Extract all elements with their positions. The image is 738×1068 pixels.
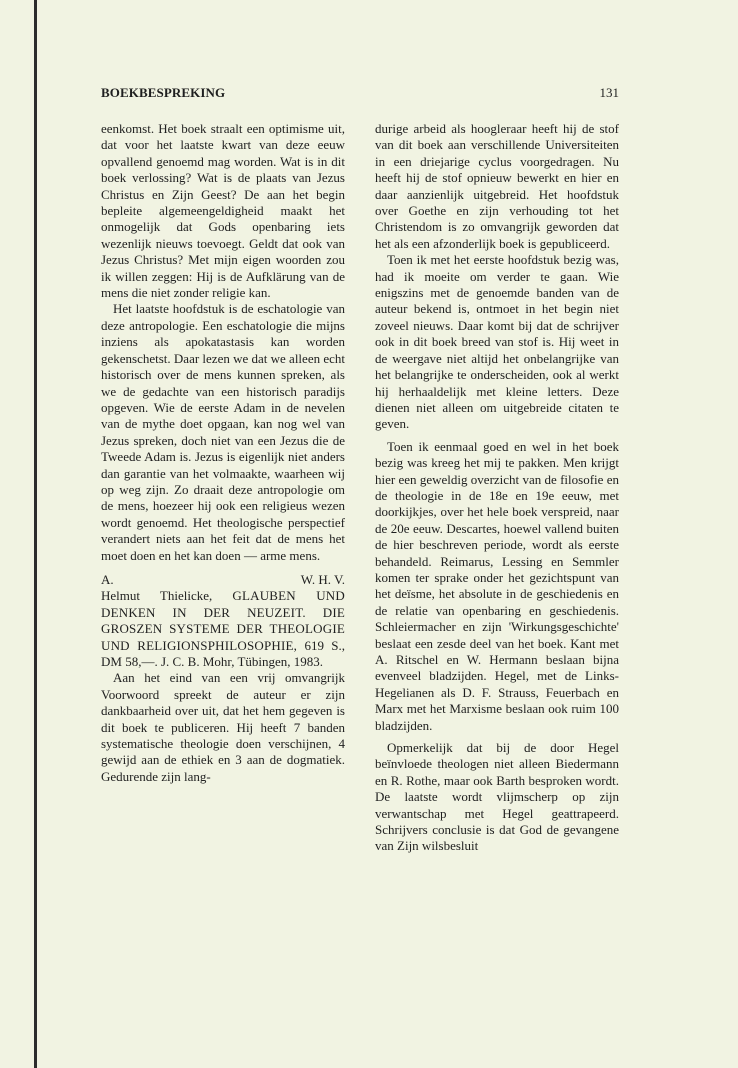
review-signature [101,572,345,588]
left-paragraph-2: Het laatste hoofdstuk is de eschatologie van deze antropologie. Een eschatologie die mijns inziens als apokatastasis kan worden gekenschetst. Daar lezen we dat we alleen echt historisch over de mens kunnen spreken, als we de gedachte van een historisch paradijs opgeven. Wie de eerste Adam in de nevelen van de mythe doet opgaan, kan nog wel van Jezus spreken, doch niet van een Jezus die de Tweede Adam is. Jezus is eigenlijk niet anders dan garantie van het volmaakte, waarheen wij op weg zijn. Zo draait deze antropologie om de mens, hoezeer hij ook een religieus wezen wordt genoemd. Het theologische perspectief verandert niets aan het feit dat de mens het moet doen en het kan doen — arme mens. [101,301,345,563]
book-ref-details: 619 S., DM 58,—. J. C. B. Mohr, Tübingen, 1983. [101,637,345,669]
right-paragraph-1: durige arbeid als hoogleraar heeft hij de stof van dit boek aan verschillende Universiteiten in een driejarige cyclus voorgedragen. Nu heeft hij de stof opnieuw bewerkt en hier en daar aanzienlijk uitgebreid. Het hoofdstuk over Goethe en zijn verhouding tot het Christendom is zo omvangrijk geworden dat het als een afzonderlijk boek is gepubliceerd. [375,121,619,251]
book-ref-author: Helmut Thielicke, [101,588,233,604]
left-paragraph-3: Aan het eind van een vrij omvangrijk Voorwoord spreekt de auteur er zijn dankbaarheid over uit, dat het hem gegeven is dit boek te publiceren. Hij heeft 7 banden systematische theologie doen verschijnen, 4 gewijd aan de ethiek en 3 aan de dogmatiek. Gedurende zijn lang- [101,670,345,784]
right-column [375,121,619,855]
left-column [101,121,345,785]
book-reference [101,588,345,670]
page-spine-line [34,0,37,1068]
signature-reviewer: W. H. V. [300,571,345,587]
signature-initial: A. [101,571,114,587]
right-paragraph-4: Opmerkelijk dat bij de door Hegel beïnvloede theologen niet alleen Biedermann en R. Rothe, maar ook Barth besproken wordt. De laatste wordt vlijmscherp op zijn verwantschap met Hegel geattrapeerd. Schrijvers conclusie is dat God de gevangene van Zijn wilsbesluit [375,740,619,854]
right-paragraph-3: Toen ik eenmaal goed en wel in het boek bezig was kreeg het mij te pakken. Men krijgt hier een geweldig overzicht van de filosofie en de theologie in de 18e en 19e eeuw, met doorkijkjes, over het hele boek verspreid, naar de 20e eeuw. Descartes, hoewel vallend buiten de hier beschreven periode, wordt als eerste behandeld. Reimarus, Lessing en Semmler komen ter sprake onder het gezichtspunt van het deïsme, het absolute in de geschiedenis en de relatie van openbaring en geschiedenis. Schleiermacher en zijn 'Wirkungsgeschichte' beslaat een zesde deel van het boek. Kant met A. Ritschel en W. Hermann beslaan bijna evenveel bladzijden. Hegel, met de Links-Hegelianen als D. F. Strauss, Feuerbach en Marx met het Marxisme beslaan ook ruim 100 bladzijden. [375,438,619,733]
right-paragraph-2: Toen ik met het eerste hoofdstuk bezig was, had ik moeite om verder te gaan. Wie enigszins met de genoemde banden van de auteur bekend is, ontmoet in het begin niet zoveel nieuws. Daar komt bij dat de schrijver ook in dit boek breed van stof is. Hij weet in de weergave niet altijd het onbelangrijke van het belangrijke te onderscheiden, ook al werkt hij herhaaldelijk met kleine letters. Deze dienen niet alleen om uitgebreide citaten te geven. [375,252,619,432]
running-head: BOEKBESPREKING [101,85,226,100]
book-ref-title: GLAUBEN UND DENKEN IN DER NEUZEIT. DIE GROSZEN SYSTEME DER THEOLOGIE UND RELIGIONSPHILOSOPHIE, [101,588,345,653]
left-paragraph-1: eenkomst. Het boek straalt een optimisme uit, dat voor het laatste kwart van deze eeuw opvallend genoemd mag worden. Wat is in dit boek verlossing? Wat is de plaats van Jezus Christus en Zijn Geest? De aan het begin bepleite algemeengeldigheid maakt het onmogelijk dat Gods openbaring iets wezenlijk nieuws toevoegt. Geldt dat ook van Jezus Christus? Met mijn eigen woorden zou ik willen zeggen: Hij is de Aufklärung van de mens die niet zonder religie kan. [101,121,345,301]
page-number: 131 [599,85,619,100]
